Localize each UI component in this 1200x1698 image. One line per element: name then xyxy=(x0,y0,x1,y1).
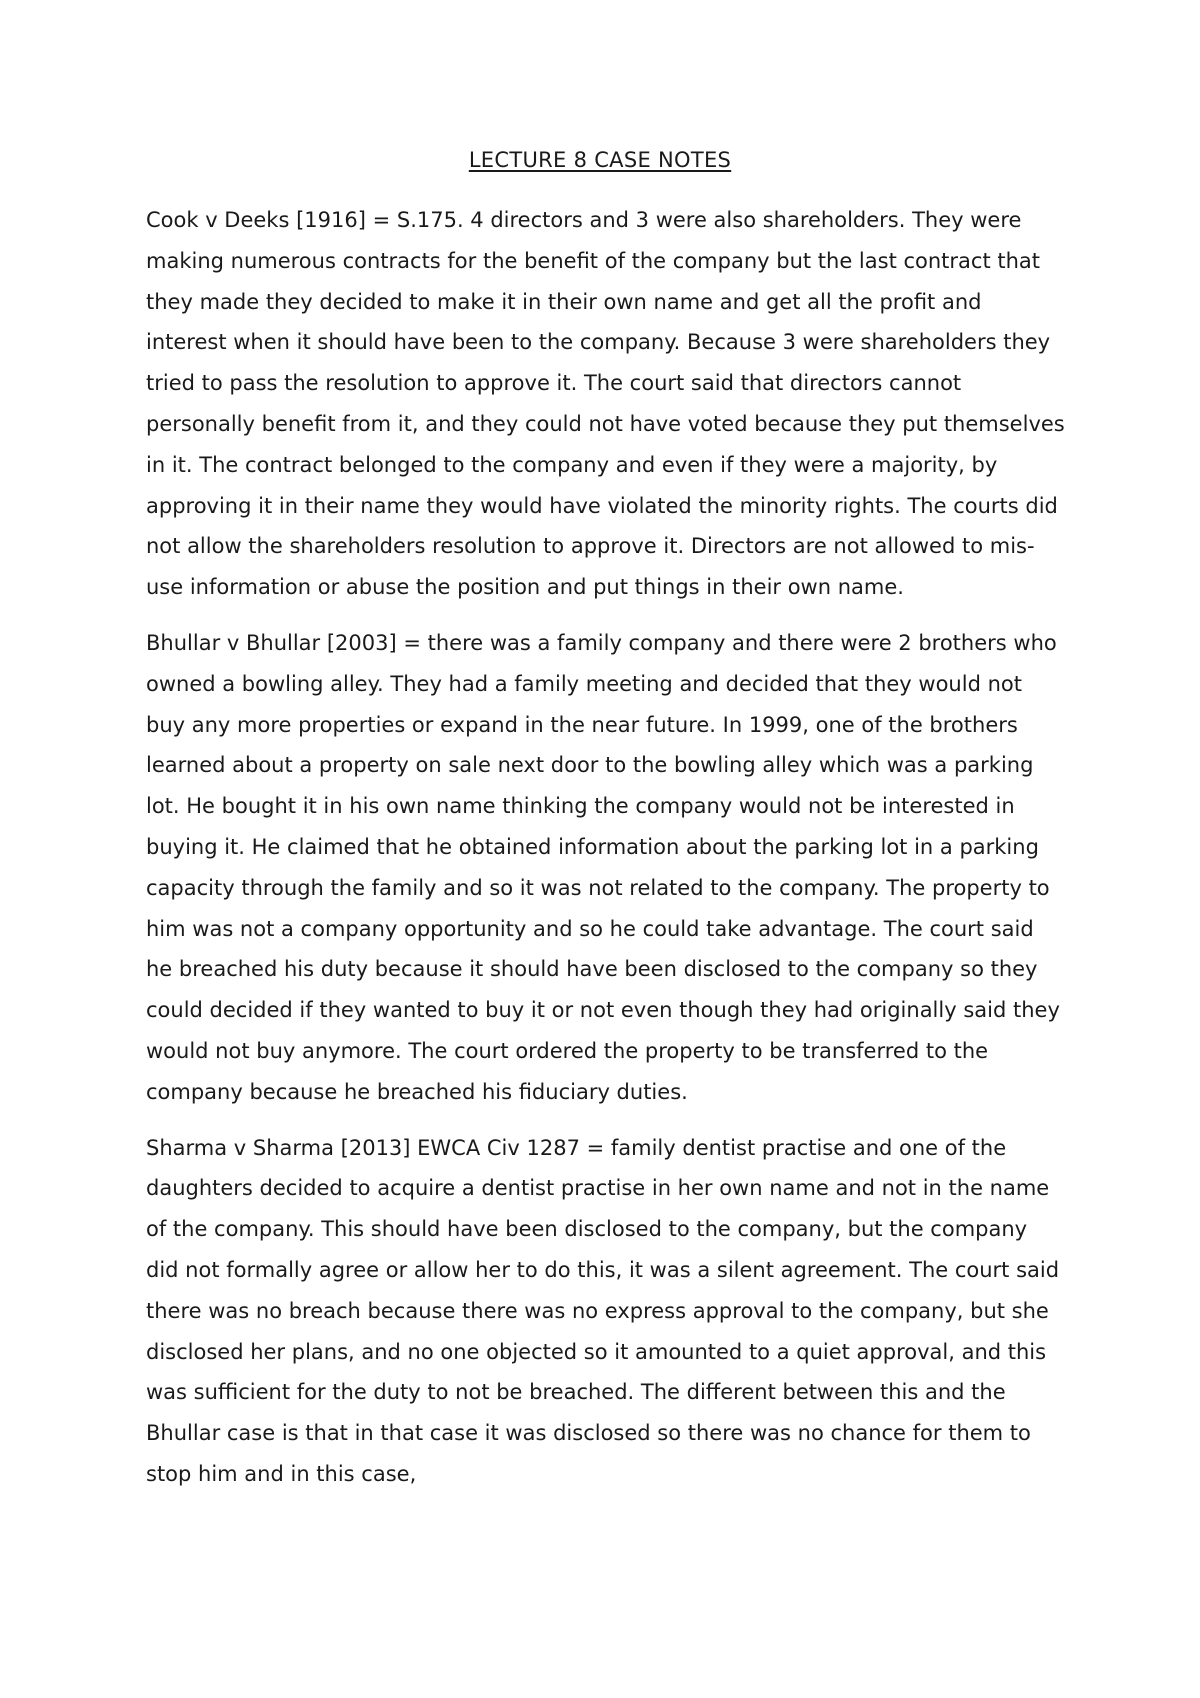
page-title: LECTURE 8 CASE NOTES xyxy=(468,148,732,172)
case-paragraph-cook-v-deeks: Cook v Deeks [1916] = S.175. 4 directors and 3 were also shareholders. They were making numerous contracts for the benefit of the company but the last contract that they made they decided to make it in their own name and get all the profit and interest when it should have been to the company. Because 3 were shareholders they tried to pass the resolution to approve it. The court said that directors cannot personally benefit from it, and they could not have voted because they put themselves in it. The contract belonged to the company and even if they were a majority, by approving it in their name they would have violated the minority rights. The courts did not allow the shareholders resolution to approve it. Directors are not allowed to mis-use information or abuse the position and put things in their own name. xyxy=(146,208,1065,600)
case-paragraph-bhullar-v-bhullar: Bhullar v Bhullar [2003] = there was a family company and there were 2 brothers who owned a bowling alley. They had a family meeting and decided that they would not buy any more properties or expand in the near future. In 1999, one of the brothers learned about a property on sale next door to the bowling alley which was a parking lot. He bought it in his own name thinking the company would not be interested in buying it. He claimed that he obtained information about the parking lot in a parking capacity through the family and so it was not related to the company. The property to him was not a company opportunity and so he could take advantage. The court said he breached his duty because it should have been disclosed to the company so they could decided if they wanted to buy it or not even though they had originally said they would not buy anymore. The court ordered the property to be transferred to the company because he breached his fiduciary duties. xyxy=(146,630,1060,1104)
case-paragraph-sharma-v-sharma: Sharma v Sharma [2013] EWCA Civ 1287 = family dentist practise and one of the daughters decided to acquire a dentist practise in her own name and not in the name of the company. This should have been disclosed to the company, but the company did not formally agree or allow her to do this, it was a silent agreement. The court said there was no breach because there was no express approval to the company, but she disclosed her plans, and no one objected so it amounted to a quiet approval, and this was sufficient for the duty to not be breached. The different between this and the Bhullar case is that in that case it was disclosed so there was no chance for them to stop him and in this case, xyxy=(146,1135,1060,1486)
document-body xyxy=(146,200,1066,1510)
